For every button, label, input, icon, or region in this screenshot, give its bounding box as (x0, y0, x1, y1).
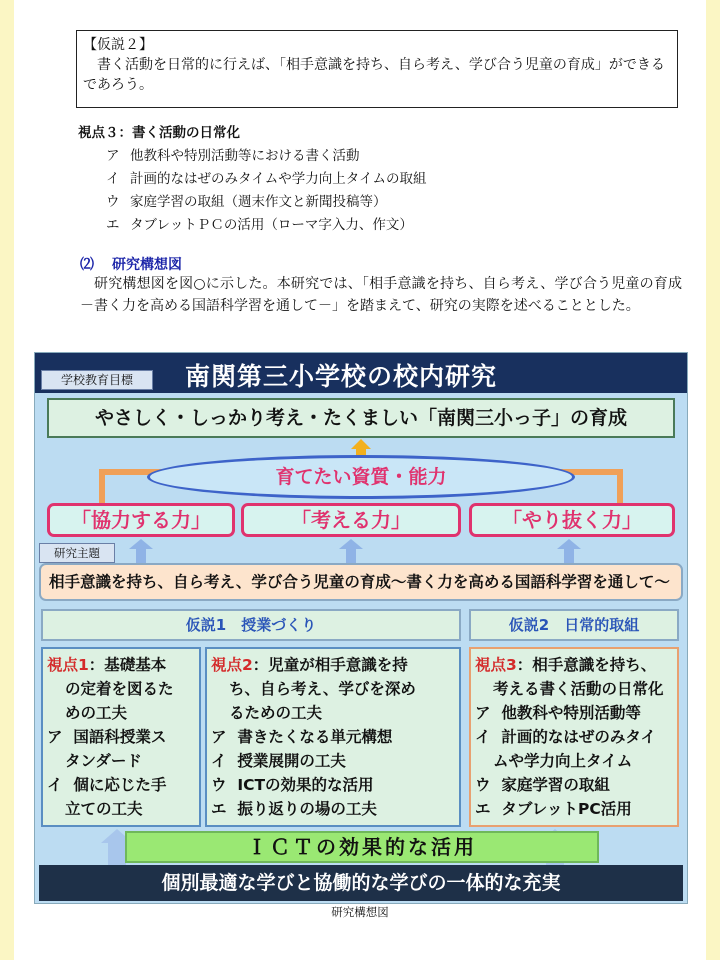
up-arrow-icon (339, 539, 363, 549)
ict-bar: ＩＣＴの効果的な活用 (125, 831, 599, 863)
viewpoint1-item-cont: タンダード (65, 752, 142, 770)
diagram-title: 南関第三小学校の校内研究 (185, 362, 498, 391)
viewpoint3-label: 視点3 (475, 656, 517, 674)
viewpoint-list (78, 122, 426, 237)
school-goal-box: やさしく・しっかり考え・たくましい「南関三小っ子」の育成 (47, 398, 675, 438)
viewpoint-item (78, 145, 426, 168)
section-body: 研究構想図を図○に示した。本研究では、「相手意識を持ち、自ら考え、学び合う児童の育成 －書く力を高める国語科学習を通して－」を踏まえて、研究の実際を述べることとした。 (80, 276, 696, 314)
item-key: ウ (106, 194, 120, 210)
item-key: イ (211, 752, 227, 770)
up-arrow-icon (129, 539, 153, 549)
ability-box: 「考える力」 (241, 503, 461, 537)
up-arrow-stem (564, 549, 574, 563)
section-title: 研究構想図 (112, 257, 182, 273)
viewpoint2-line: るための工夫 (229, 704, 323, 722)
item-text: 国語科授業ス (73, 728, 167, 746)
ability-box: 「協力する力」 (47, 503, 235, 537)
item-text: タブレットＰＣの活用（ローマ字入力、作文） (130, 217, 413, 233)
viewpoint2-label: 視点2 (211, 656, 253, 674)
viewpoint1-item (47, 773, 195, 797)
up-arrow-icon (557, 539, 581, 549)
viewpoint3-heading: ：相手意識を持ち、 (516, 656, 657, 674)
viewpoint3-item-cont: ムや学力向上タイム (493, 752, 633, 770)
item-key: ウ (211, 776, 227, 794)
hypothesis-box (76, 30, 678, 108)
item-key: イ (47, 776, 63, 794)
viewpoint1-item-cont: 立ての工夫 (65, 800, 143, 818)
item-text: 個に応じた手 (73, 776, 167, 794)
viewpoint3-item (475, 773, 673, 797)
viewpoint-item (78, 214, 426, 237)
research-theme-tag: 研究主題 (39, 543, 115, 563)
viewpoint2-line: ち、自ら考え、学びを深め (229, 680, 416, 698)
item-key: エ (211, 800, 227, 818)
item-key: イ (106, 171, 120, 187)
figure-caption: 研究構想図 (331, 905, 389, 919)
viewpoint3-item (475, 725, 673, 749)
viewpoint2-column (205, 647, 461, 827)
section-heading (80, 254, 182, 274)
viewpoint1-column (41, 647, 201, 827)
research-diagram (34, 352, 688, 904)
viewpoint2-item (211, 797, 455, 821)
item-text: 家庭学習の取組（週末作文と新聞投稿等） (130, 194, 387, 210)
viewpoint2-heading: ：児童が相手意識を持 (252, 656, 408, 674)
qualities-ellipse: 育てたい資質・能力 (147, 455, 575, 499)
bottom-goal-bar: 個別最適な学びと協働的な学びの一体的な充実 (39, 865, 683, 901)
school-goal-tag: 学校教育目標 (41, 370, 153, 390)
item-text: 他教科や特別活動等における書く活動 (130, 148, 360, 164)
up-arrow-stem (346, 549, 356, 563)
item-text: タブレットPC活用 (501, 800, 632, 818)
item-text: 振り返りの場の工夫 (237, 800, 377, 818)
item-text: 書きたくなる単元構想 (237, 728, 393, 746)
research-theme-box: 相手意識を持ち、自ら考え、学び合う児童の育成～書く力を高める国語科学習を通して～ (39, 563, 683, 601)
viewpoint1-label: 視点1 (47, 656, 89, 674)
viewpoint3-line: 考える書く活動の日常化 (493, 680, 664, 698)
hypothesis-label: 【仮説２】 (83, 37, 153, 53)
viewpoint2-item (211, 725, 455, 749)
item-key: ア (47, 728, 63, 746)
item-key: エ (106, 217, 120, 233)
viewpoint3-column (469, 647, 679, 827)
hypothesis2-header: 仮説2 日常的取組 (469, 609, 679, 641)
item-key: ア (106, 148, 120, 164)
viewpoint1-item (47, 725, 195, 749)
hypothesis-text: 書く活動を日常的に行えば、「相手意識を持ち、自ら考え、学び合う児童の育成」ができるであろう。 (83, 57, 665, 93)
section-number: ⑵ (80, 257, 94, 273)
item-text: 授業展開の工夫 (237, 752, 346, 770)
page-edge-left (0, 0, 14, 960)
viewpoint-title: 視点３：書く活動の日常化 (78, 125, 240, 141)
viewpoint1-heading: ：基礎基本 (88, 656, 167, 674)
item-text: 計画的なはぜのみタイムや学力向上タイムの取組 (130, 171, 427, 187)
hypothesis1-header: 仮説1 授業づくり (41, 609, 461, 641)
item-text: ICTの効果的な活用 (237, 776, 374, 794)
up-arrow-stem (108, 843, 126, 865)
viewpoint-item (78, 191, 426, 214)
viewpoint1-line: の定着を図るた (65, 680, 174, 698)
item-text: 計画的なはぜのみタイ (501, 728, 657, 746)
viewpoint2-item (211, 773, 455, 797)
item-key: ア (211, 728, 227, 746)
viewpoint3-item (475, 701, 673, 725)
item-key: ウ (475, 776, 491, 794)
item-key: ア (475, 704, 491, 722)
viewpoint3-item (475, 797, 673, 821)
ability-box: 「やり抜く力」 (469, 503, 675, 537)
item-text: 家庭学習の取組 (501, 776, 610, 794)
viewpoint2-item (211, 749, 455, 773)
viewpoint-item (78, 168, 426, 191)
item-key: イ (475, 728, 491, 746)
item-key: エ (475, 800, 491, 818)
page-edge-right (706, 0, 720, 960)
up-arrow-stem (136, 549, 146, 563)
item-text: 他教科や特別活動等 (501, 704, 641, 722)
viewpoint1-line: めの工夫 (65, 704, 128, 722)
